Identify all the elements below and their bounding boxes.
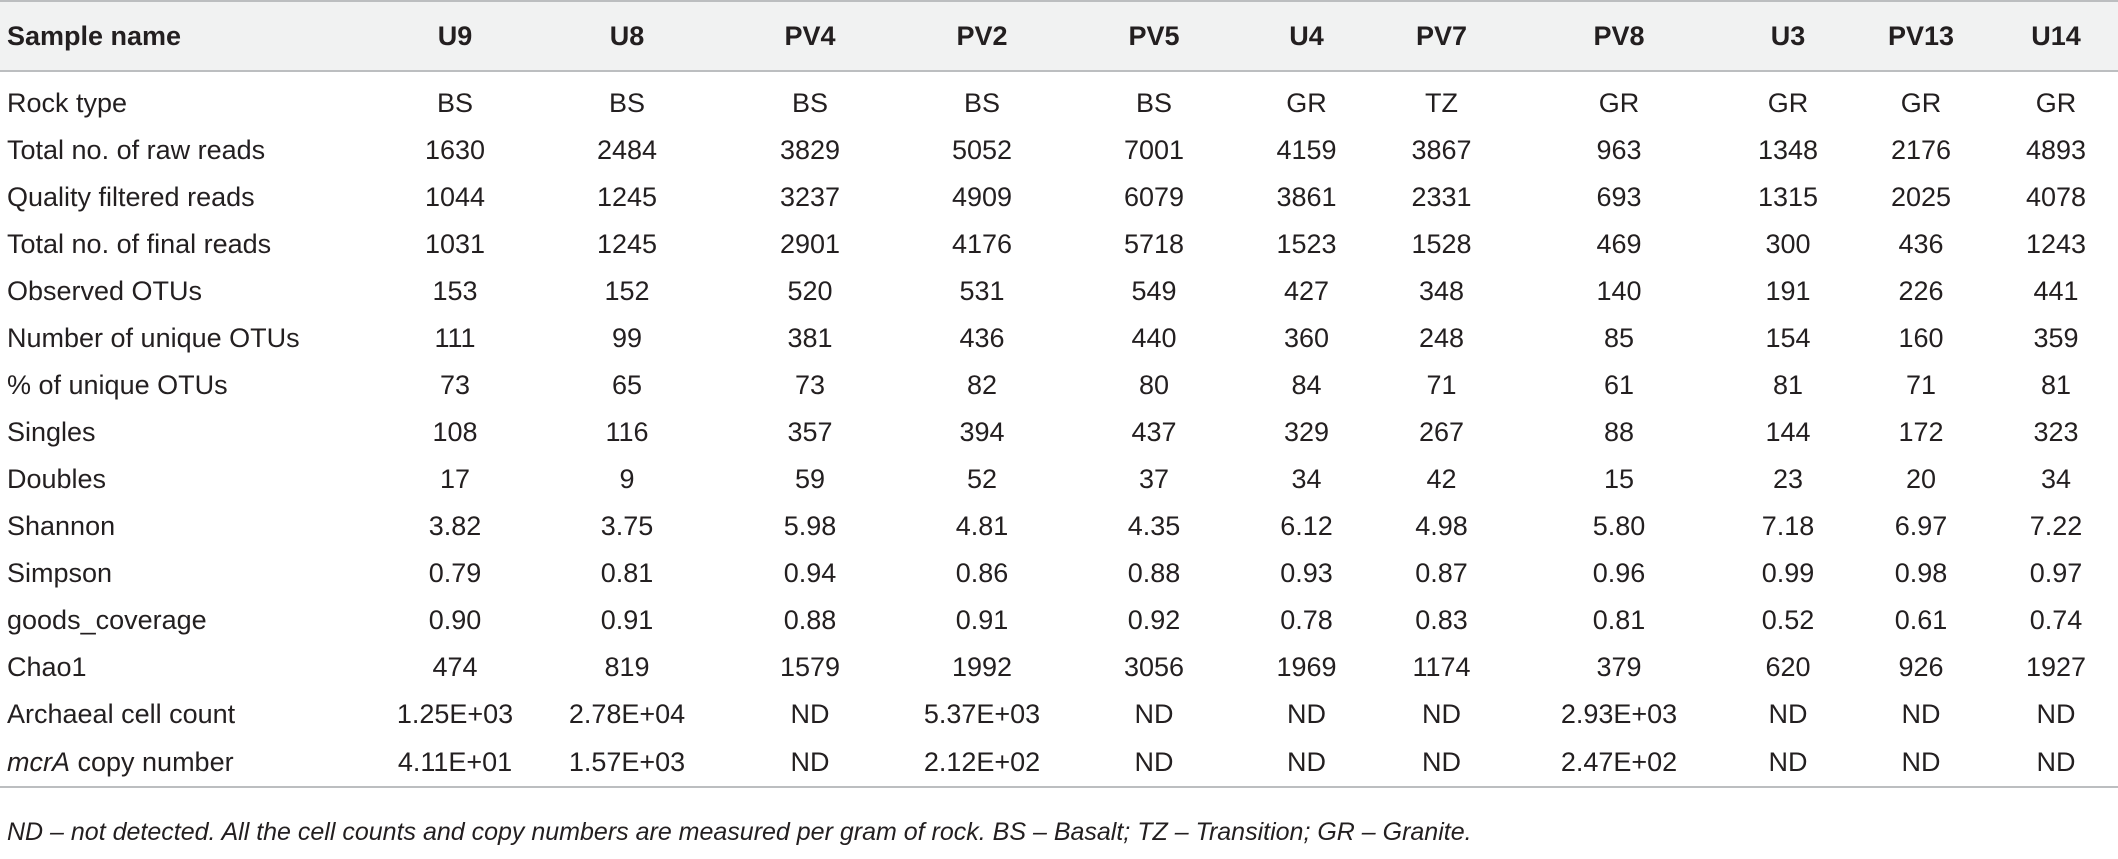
table-cell: BS [963,88,1001,118]
table-cell: 3056 [1123,652,1185,682]
column-header: U8 [609,20,645,51]
table-cell: GR [1598,88,1640,118]
table-cell: TZ [1425,88,1458,118]
table-cell: 85 [1603,323,1635,353]
table-row [0,315,2118,362]
table-row [0,597,2118,644]
table-cell: GR [1767,88,1809,118]
column-header: U3 [1770,20,1806,51]
table-cell: 248 [1418,323,1465,353]
table-cell: 140 [1596,276,1642,306]
table-cell: 5718 [1123,229,1185,259]
table-cell: 474 [432,652,478,682]
table-cell: 71 [1426,370,1457,400]
table-cell: 5052 [951,135,1013,165]
table-header-row [0,1,2118,71]
table-cell: 1315 [1757,182,1819,212]
table-cell: 34 [2040,464,2072,494]
table-cell: 963 [1596,135,1642,165]
table-cell: 154 [1765,323,1811,353]
table-cell: 0.81 [1592,605,1646,635]
table-cell: 1528 [1411,229,1472,259]
table-cell: 4.11E+01 [380,738,530,787]
table-row [0,456,2118,503]
row-label: Rock type [7,88,128,118]
table-cell: ND [1287,699,1326,729]
row-label-italic: mcrA [7,746,70,777]
row-label: Doubles [7,464,107,494]
table-cell: 926 [1898,652,1944,682]
table-row [0,738,2118,787]
table-cell: 1.25E+03 [396,699,514,729]
table-cell: 469 [1596,229,1642,259]
table-cell: 2901 [779,229,841,259]
column-header: PV5 [1128,20,1180,51]
column-header: U9 [437,20,473,51]
table-cell: 1992 [951,652,1013,682]
table-cell: 1969 [1276,652,1337,682]
row-label-text: copy number [70,746,234,777]
column-header: PV13 [1887,20,1955,51]
table-cell: 0.86 [955,558,1009,588]
table-cell: ND [2036,699,2076,729]
table-cell: 116 [605,417,649,447]
table-cell: ND [1068,738,1240,787]
table-cell: ND [790,699,830,729]
table-cell: 73 [439,370,471,400]
table-cell: 4909 [951,182,1013,212]
table-row [0,221,2118,268]
table-cell: 172 [1898,417,1944,447]
row-label: Singles [7,417,96,447]
table-cell: 0.96 [1592,558,1646,588]
table-cell: 20 [1905,464,1937,494]
table-cell: 520 [787,276,833,306]
table-cell: 4.35 [1127,511,1181,541]
table-row [0,503,2118,550]
table-cell: 441 [2033,276,2079,306]
table-cell: BS [608,88,646,118]
table-cell: 2331 [1411,182,1472,212]
table-cell: 7001 [1123,135,1185,165]
table-cell: 1044 [424,182,486,212]
table-cell: 2.47E+02 [1510,738,1728,787]
table-cell: BS [436,88,474,118]
table-cell: 348 [1418,276,1465,306]
table-cell: 1245 [596,182,658,212]
table-cell: 4.98 [1415,511,1468,541]
table-footnote: ND – not detected. All the cell counts and copy numbers are measured per gram of rock. BS – Basalt; TZ – Transition; GR – Granite. [7,818,1472,846]
table-cell: 436 [1898,229,1944,259]
table-cell: 394 [959,417,1005,447]
row-label: Number of unique OTUs [7,323,300,353]
table-cell: 3.75 [600,511,654,541]
table-cell: 52 [966,464,998,494]
table-body [0,71,2118,787]
table-cell: 3867 [1411,135,1472,165]
table-cell: 153 [432,276,478,306]
column-header: PV7 [1415,20,1468,51]
table-row [0,268,2118,315]
table-cell: 1031 [424,229,486,259]
table-cell: 84 [1291,370,1322,400]
table-cell: 360 [1283,323,1330,353]
row-label: Observed OTUs [7,276,203,306]
table-cell: 73 [794,370,826,400]
table-cell: 111 [434,323,476,353]
table-cell: 1579 [779,652,841,682]
table-cell: 693 [1596,182,1642,212]
table-cell: 437 [1131,417,1177,447]
table-cell: ND [1901,699,1941,729]
table-cell: 0.97 [2029,558,2083,588]
table-cell: 531 [959,276,1005,306]
table-cell: ND [1422,699,1461,729]
table-cell: ND [1848,738,1994,787]
table-cell: 0.81 [600,558,654,588]
table-cell: 5.37E+03 [923,699,1041,729]
table-cell: BS [1135,88,1173,118]
table-cell: 0.88 [783,605,837,635]
table-cell: 0.92 [1127,605,1181,635]
table-cell: 549 [1131,276,1177,306]
table-cell: 0.87 [1415,558,1468,588]
column-header: PV8 [1593,20,1645,51]
table-cell: 80 [1138,370,1170,400]
table-cell: GR [2035,88,2077,118]
table-cell: 59 [794,464,826,494]
table-row [0,127,2118,174]
table-cell: 4176 [951,229,1013,259]
table-cell: 23 [1772,464,1804,494]
table-cell: 3829 [779,135,841,165]
table-cell: 61 [1603,370,1635,400]
row-label: Total no. of final reads [7,229,272,259]
table-cell: 5.98 [783,511,837,541]
table-cell: 1927 [2025,652,2087,682]
table-row [0,550,2118,597]
table-cell: ND [1373,738,1510,787]
table-cell: 144 [1765,417,1811,447]
table-cell: 9 [619,464,635,494]
table-cell: 0.90 [428,605,482,635]
table-row [0,691,2118,738]
table-cell: 81 [2040,370,2072,400]
table-cell: 620 [1765,652,1811,682]
row-label: goods_coverage [7,605,207,635]
table-cell: 267 [1418,417,1465,447]
table-cell: 0.88 [1127,558,1181,588]
table-cell: 2484 [596,135,658,165]
table-cell: 436 [959,323,1005,353]
table-cell: 160 [1898,323,1944,353]
table-cell: 1.57E+03 [530,738,724,787]
table-cell: 0.94 [783,558,837,588]
table-cell: 108 [432,417,478,447]
table-cell: GR [1900,88,1942,118]
table-cell: 4078 [2025,182,2087,212]
table-cell: BS [791,88,829,118]
table-cell: 379 [1596,652,1642,682]
table-cell: ND [1728,738,1848,787]
table-cell: 4893 [2025,135,2087,165]
table-cell: 5.80 [1592,511,1646,541]
row-label: Total no. of raw reads [7,135,266,165]
table-cell: 300 [1765,229,1811,259]
table-cell: 0.83 [1415,605,1468,635]
row-label: Chao1 [7,652,87,682]
table-cell: 3861 [1276,182,1337,212]
table-cell: ND [1240,738,1373,787]
column-header: PV4 [784,20,836,51]
row-label: Quality filtered reads [7,182,255,212]
table-cell: 1348 [1757,135,1819,165]
table-row [0,174,2118,221]
row-label: % of unique OTUs [7,370,228,400]
table-cell: 7.18 [1761,511,1815,541]
table-cell: 191 [1765,276,1811,306]
table-cell: 0.98 [1894,558,1948,588]
table-cell: 1243 [2025,229,2087,259]
table-cell: 34 [1291,464,1322,494]
column-header: Sample name [7,20,182,51]
table-cell: 6.12 [1280,511,1333,541]
table-cell: 357 [787,417,833,447]
table-cell: 82 [966,370,998,400]
table-cell: GR [1286,88,1327,118]
table-row [0,71,2118,127]
table-cell: 4159 [1276,135,1337,165]
table-cell: 65 [611,370,643,400]
table-cell: 81 [1772,370,1804,400]
table-row [0,362,2118,409]
table-cell: 0.78 [1280,605,1333,635]
table-cell: 7.22 [2029,511,2083,541]
table-cell: 1174 [1412,652,1471,682]
table-cell: 2.78E+04 [568,699,686,729]
table-cell: 0.99 [1761,558,1815,588]
table-cell: 0.93 [1280,558,1333,588]
table-cell: 0.52 [1761,605,1815,635]
table-cell: 0.91 [600,605,654,635]
table-cell: 0.91 [955,605,1009,635]
table-cell: 0.79 [428,558,482,588]
table-cell: 42 [1426,464,1457,494]
row-label: Archaeal cell count [7,699,236,729]
table-cell: 2025 [1890,182,1952,212]
table-cell: ND [1134,699,1174,729]
row-label [0,738,380,787]
table-cell: 15 [1603,464,1635,494]
table-cell: 427 [1283,276,1330,306]
table-cell: 381 [787,323,833,353]
table-cell: 2176 [1890,135,1952,165]
table-cell: ND [1768,699,1808,729]
table-cell: 88 [1603,417,1635,447]
table-cell: ND [1994,738,2118,787]
table-cell: 440 [1131,323,1177,353]
table-cell: 329 [1283,417,1330,447]
table-cell: 323 [2033,417,2079,447]
table-cell: 3.82 [428,511,482,541]
table-cell: 4.81 [955,511,1009,541]
table-cell: 71 [1905,370,1937,400]
table-cell: 226 [1898,276,1944,306]
table-cell: 6.97 [1894,511,1948,541]
table-cell: 1630 [424,135,486,165]
table-cell: 359 [2033,323,2079,353]
table-cell: 2.12E+02 [896,738,1068,787]
table-cell: 37 [1138,464,1170,494]
column-header: PV2 [956,20,1008,51]
table-cell: 0.74 [2029,605,2083,635]
table-cell: 3237 [779,182,841,212]
row-label: Shannon [7,511,116,541]
table-cell: 152 [604,276,650,306]
table-cell: 2.93E+03 [1560,699,1678,729]
table-cell: 17 [439,464,471,494]
table-row [0,409,2118,456]
table-cell: ND [724,738,896,787]
table-cell: 1523 [1276,229,1337,259]
table-cell: 819 [604,652,650,682]
column-header: U14 [2031,20,2081,51]
row-label: Simpson [7,558,113,588]
table-cell: 0.61 [1894,605,1948,635]
column-header: U4 [1289,20,1324,51]
table-cell: 6079 [1123,182,1185,212]
table-cell: 1245 [596,229,658,259]
table-cell: 99 [611,323,643,353]
table-row [0,644,2118,691]
